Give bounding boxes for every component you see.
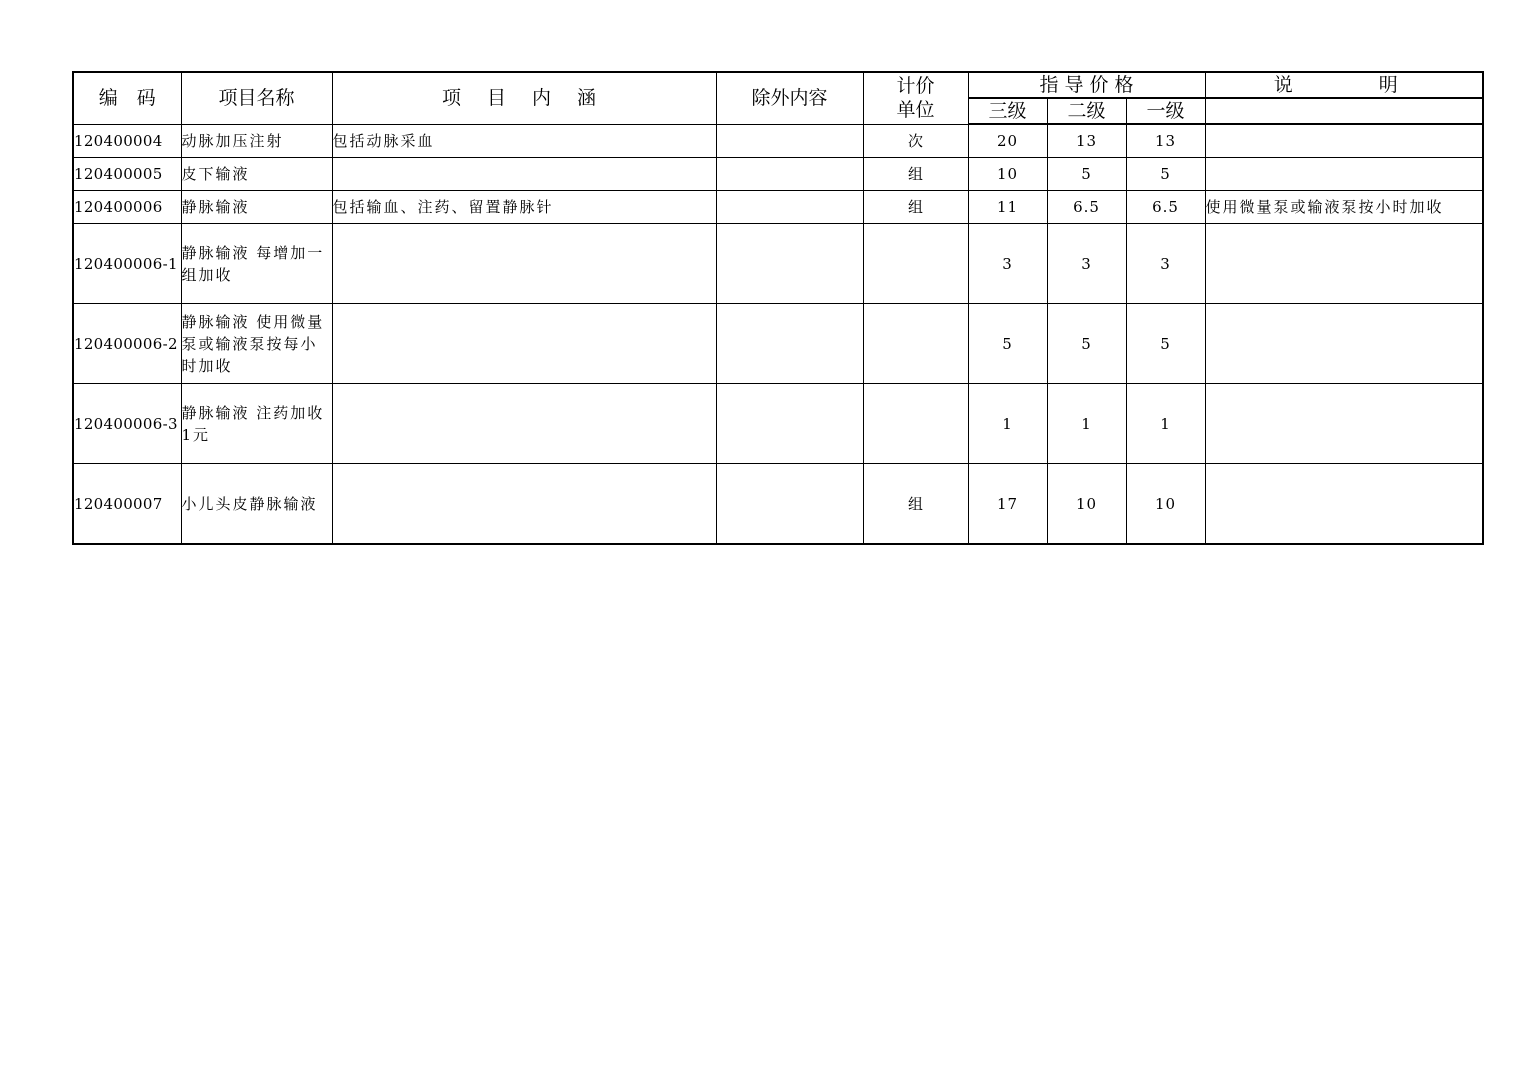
cell-level1: 10: [1126, 464, 1205, 545]
cell-level2: 13: [1047, 124, 1126, 158]
table-body: [73, 124, 1483, 544]
header-note: 说 明: [1205, 72, 1483, 98]
cell-code: 120400006-1: [73, 224, 181, 304]
cell-level3: 1: [968, 384, 1047, 464]
cell-level2: 6.5: [1047, 191, 1126, 224]
table-row: [73, 191, 1483, 224]
cell-name: 静脉输液 注药加收1元: [181, 384, 332, 464]
table-row: [73, 304, 1483, 384]
cell-name: 皮下输液: [181, 158, 332, 191]
cell-exclusions: [716, 158, 863, 191]
cell-level2: 1: [1047, 384, 1126, 464]
cell-name: 静脉输液 使用微量泵或输液泵按每小时加收: [181, 304, 332, 384]
cell-exclusions: [716, 304, 863, 384]
header-code: 编 码: [73, 72, 181, 124]
cell-code: 120400005: [73, 158, 181, 191]
cell-content: [332, 464, 716, 545]
cell-note: 使用微量泵或输液泵按小时加收: [1205, 191, 1483, 224]
cell-unit: 次: [863, 124, 968, 158]
cell-unit: [863, 224, 968, 304]
cell-level1: 13: [1126, 124, 1205, 158]
header-level1: 一级: [1126, 98, 1205, 124]
cell-note: [1205, 304, 1483, 384]
cell-note: [1205, 384, 1483, 464]
cell-content: [332, 384, 716, 464]
cell-level3: 17: [968, 464, 1047, 545]
cell-content: 包括输血、注药、留置静脉针: [332, 191, 716, 224]
table-row: [73, 224, 1483, 304]
cell-level2: 5: [1047, 304, 1126, 384]
cell-note: [1205, 158, 1483, 191]
cell-note: [1205, 224, 1483, 304]
cell-level2: 5: [1047, 158, 1126, 191]
table-row: [73, 124, 1483, 158]
table-row: [73, 464, 1483, 545]
cell-code: 120400006: [73, 191, 181, 224]
table-row: [73, 158, 1483, 191]
cell-exclusions: [716, 224, 863, 304]
header-note-blank: [1205, 98, 1483, 124]
table-row: [73, 384, 1483, 464]
price-table: [72, 71, 1484, 545]
cell-code: 120400007: [73, 464, 181, 545]
cell-level1: 3: [1126, 224, 1205, 304]
cell-content: [332, 304, 716, 384]
header-level3: 三级: [968, 98, 1047, 124]
cell-unit: [863, 384, 968, 464]
cell-content: 包括动脉采血: [332, 124, 716, 158]
cell-level1: 5: [1126, 158, 1205, 191]
cell-unit: 组: [863, 158, 968, 191]
cell-exclusions: [716, 191, 863, 224]
cell-name: 静脉输液 每增加一组加收: [181, 224, 332, 304]
table-header: [73, 72, 1483, 124]
header-content: 项 目 内 涵: [332, 72, 716, 124]
header-exclusions: 除外内容: [716, 72, 863, 124]
cell-unit: 组: [863, 191, 968, 224]
cell-level1: 5: [1126, 304, 1205, 384]
cell-level3: 11: [968, 191, 1047, 224]
cell-level3: 20: [968, 124, 1047, 158]
cell-content: [332, 224, 716, 304]
cell-note: [1205, 464, 1483, 545]
cell-exclusions: [716, 384, 863, 464]
header-level2: 二级: [1047, 98, 1126, 124]
cell-exclusions: [716, 464, 863, 545]
header-name: 项目名称: [181, 72, 332, 124]
cell-code: 120400006-3: [73, 384, 181, 464]
cell-unit: [863, 304, 968, 384]
cell-content: [332, 158, 716, 191]
cell-level3: 5: [968, 304, 1047, 384]
cell-note: [1205, 124, 1483, 158]
cell-unit: 组: [863, 464, 968, 545]
header-unit: 计价 单位: [863, 72, 968, 124]
header-guide-price: 指 导 价 格: [968, 72, 1205, 98]
cell-name: 动脉加压注射: [181, 124, 332, 158]
cell-level3: 10: [968, 158, 1047, 191]
cell-level2: 3: [1047, 224, 1126, 304]
cell-code: 120400004: [73, 124, 181, 158]
cell-code: 120400006-2: [73, 304, 181, 384]
cell-name: 小儿头皮静脉输液: [181, 464, 332, 545]
cell-name: 静脉输液: [181, 191, 332, 224]
cell-exclusions: [716, 124, 863, 158]
cell-level3: 3: [968, 224, 1047, 304]
cell-level2: 10: [1047, 464, 1126, 545]
cell-level1: 6.5: [1126, 191, 1205, 224]
cell-level1: 1: [1126, 384, 1205, 464]
